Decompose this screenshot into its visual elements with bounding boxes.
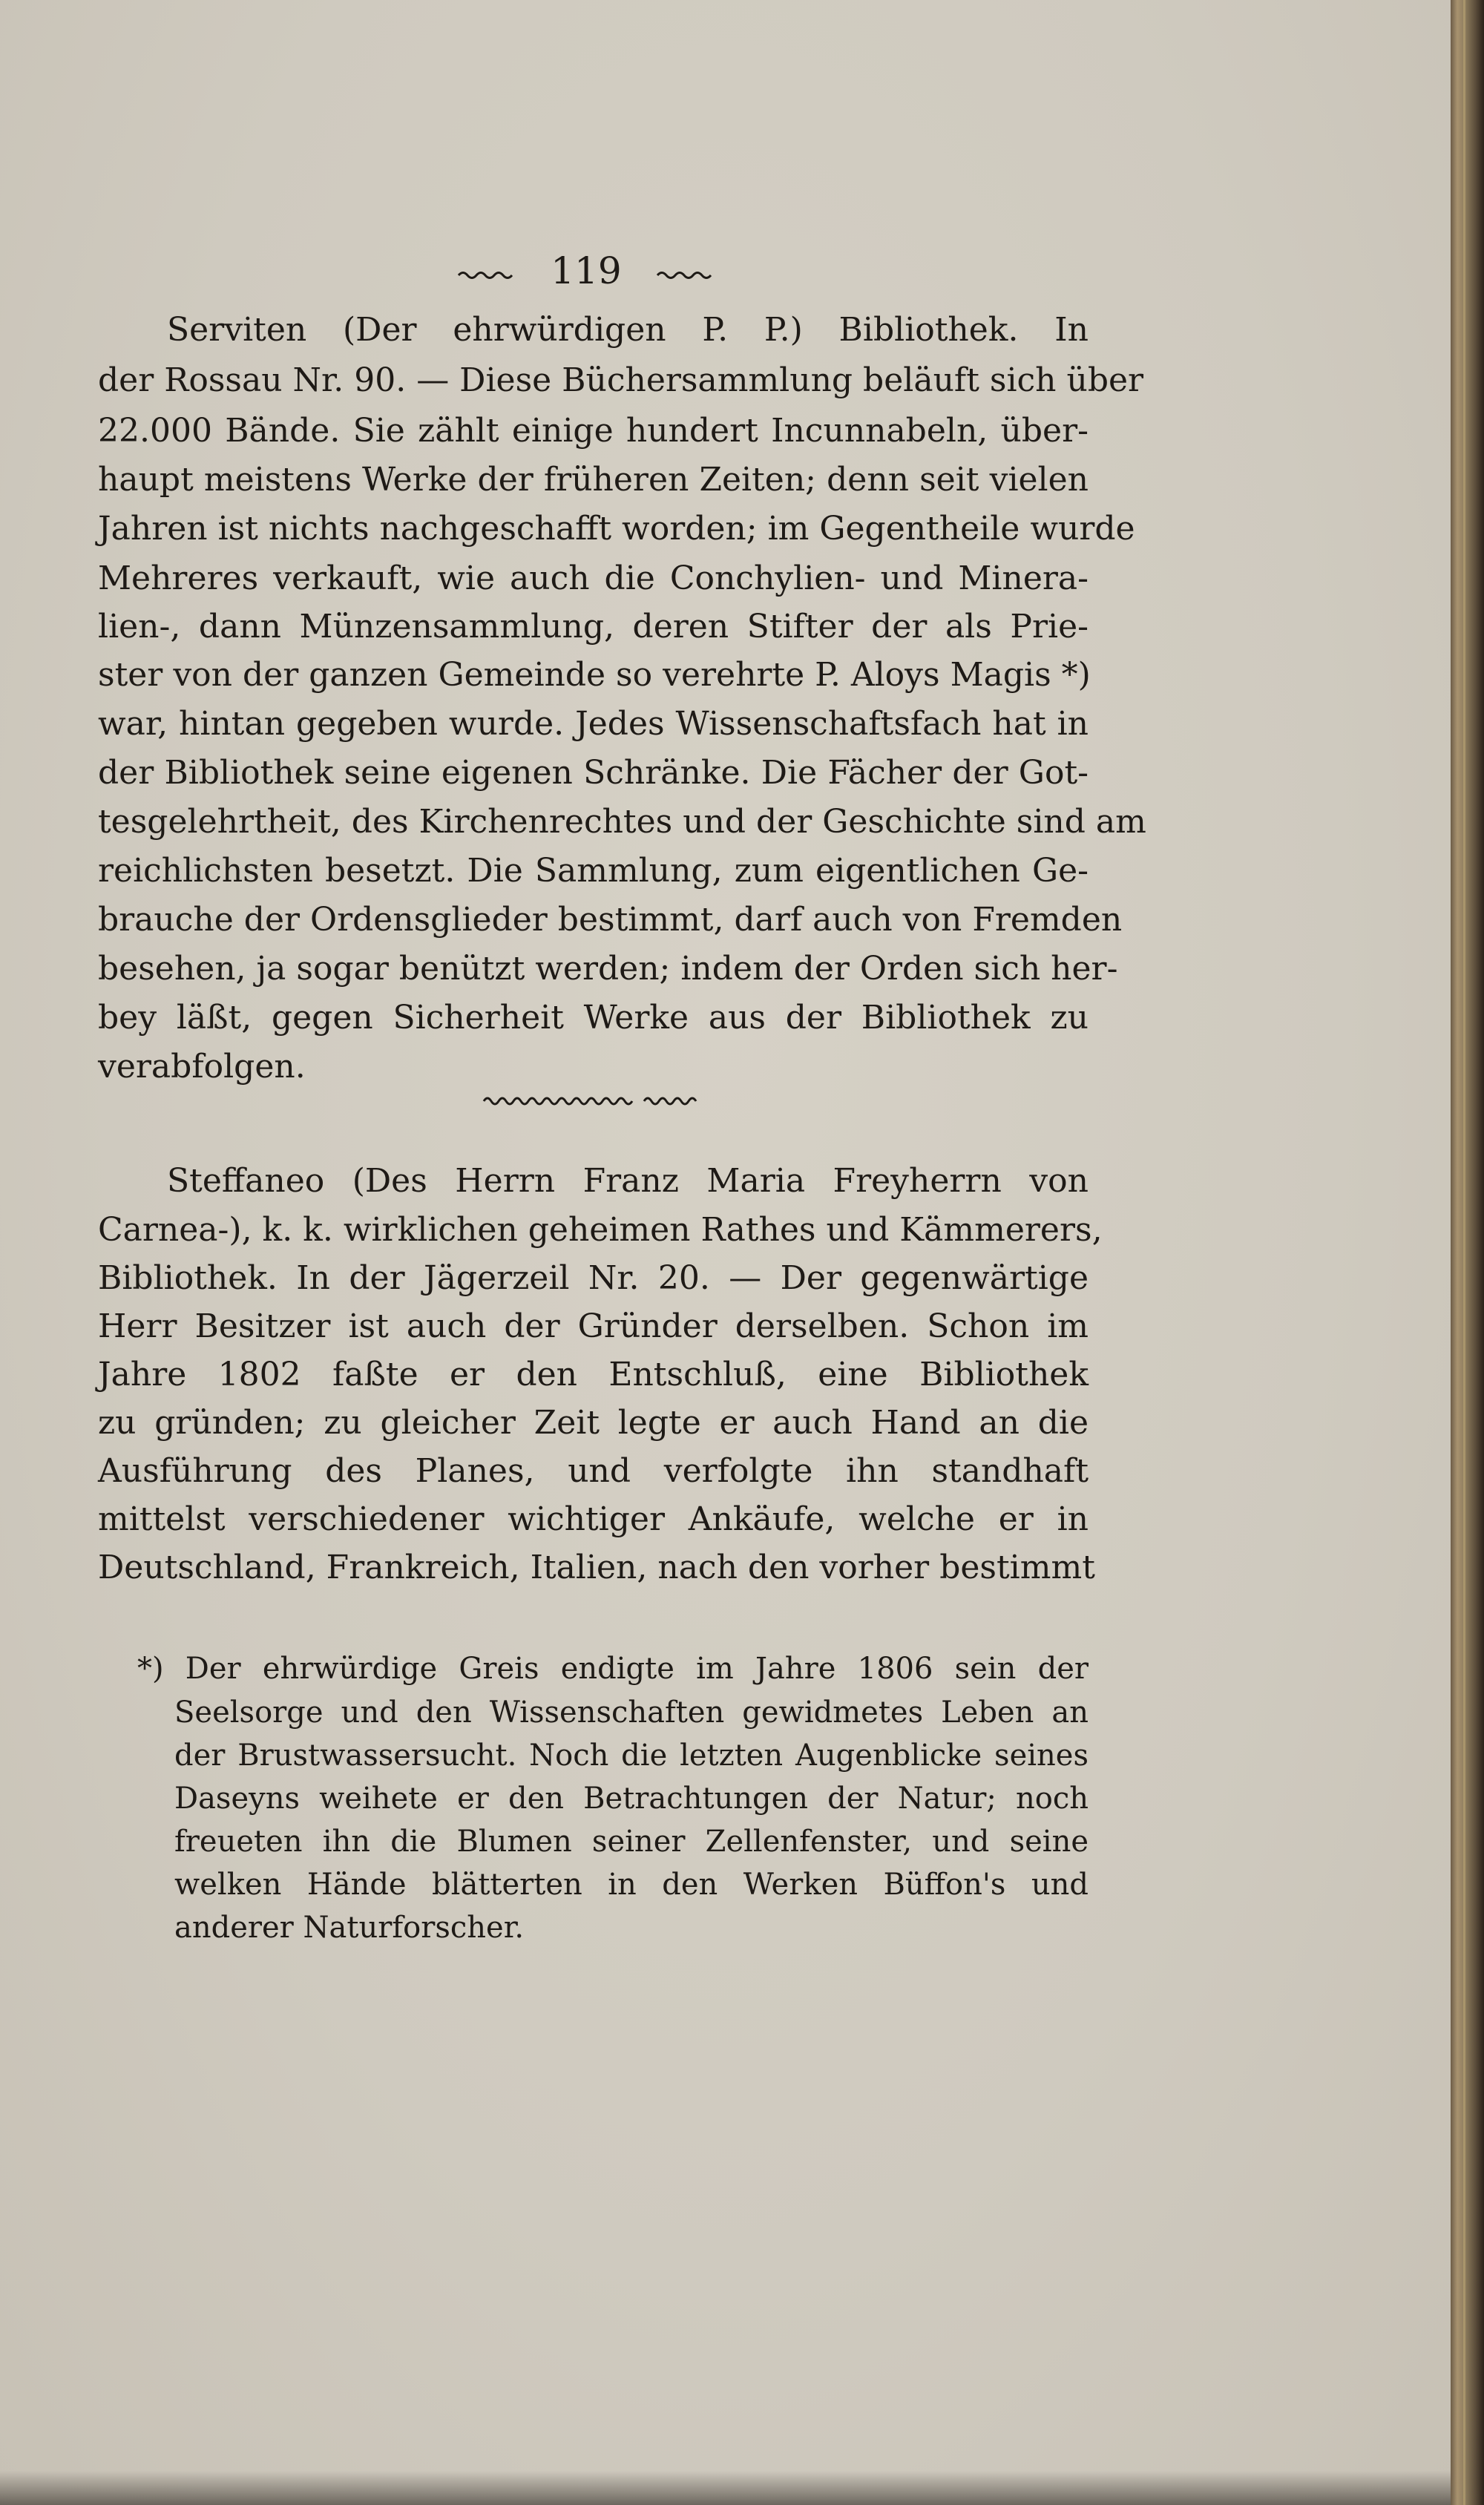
footnote-line: anderer Naturforscher. <box>174 1911 525 1945</box>
footnote-line: *) Der ehrwürdige Greis endigte im Jahre 1806 sein der <box>137 1652 1089 1686</box>
entry-line: Carnea-), k. k. wirklichen geheimen Rathes und Kämmerers, <box>98 1211 1103 1249</box>
entry-line: zu gründen; zu gleicher Zeit legte er auch Hand an die <box>98 1404 1089 1442</box>
entry-line: Herr Besitzer ist auch der Gründer derselben. Schon im <box>98 1307 1089 1345</box>
entry-line: der Rossau Nr. 90. — Diese Büchersammlung beläuft sich über <box>98 361 1144 399</box>
entry-line: mittelst verschiedener wichtiger Ankäufe, welche er in <box>98 1500 1089 1538</box>
book-edge <box>1451 0 1484 2505</box>
entry-line: haupt meistens Werke der früheren Zeiten; denn seit vielen <box>98 461 1089 499</box>
entry-line: 22.000 Bände. Sie zählt einige hundert Incunnabeln, über- <box>98 412 1089 450</box>
entry-line: Steffaneo (Des Herrn Franz Maria Freyherrn von <box>167 1162 1089 1200</box>
entry-line: Ausführung des Planes, und verfolgte ihn standhaft <box>98 1452 1089 1490</box>
entry-line: Bibliothek. In der Jägerzeil Nr. 20. — Der gegenwärtige <box>98 1259 1089 1297</box>
entry-line: brauche der Ordensglieder bestimmt, darf auch von Fremden <box>98 901 1123 939</box>
running-head <box>416 245 757 297</box>
footnote-line: welken Hände blätterten in den Werken Büffon's und <box>174 1868 1089 1902</box>
footnote-line: der Brustwassersucht. Noch die letzten Augenblicke seines <box>174 1739 1089 1773</box>
section-divider-icon <box>482 1091 697 1109</box>
entry-line: Jahren ist nichts nachgeschafft worden; im Gegentheile wurde <box>98 510 1135 548</box>
entry-line: besehen, ja sogar benützt werden; indem der Orden sich her- <box>98 950 1118 988</box>
entry-line: Mehreres verkauft, wie auch die Conchylien- und Minera- <box>98 559 1089 597</box>
footnote-line: Daseyns weihete er den Betrachtungen der Natur; noch <box>174 1782 1089 1816</box>
book-edge-highlight <box>1463 0 1465 2505</box>
footnote-line: freueten ihn die Blumen seiner Zellenfenster, und seine <box>174 1825 1089 1859</box>
entry-line: verabfolgen. <box>98 1048 306 1086</box>
ornament-left-icon <box>457 269 516 279</box>
page-bottom-shadow <box>0 2471 1451 2505</box>
entry-line: Serviten (Der ehrwürdigen P. P.) Bibliothek. In <box>167 311 1089 349</box>
entry-line: der Bibliothek seine eigenen Schränke. Die Fächer der Got- <box>98 754 1089 792</box>
entry-line: lien-, dann Münzensammlung, deren Stifter der als Prie- <box>98 608 1089 646</box>
footnote-line: Seelsorge und den Wissenschaften gewidmetes Leben an <box>174 1695 1089 1730</box>
entry-line: war, hintan gegeben wurde. Jedes Wissenschaftsfach hat in <box>98 705 1089 743</box>
page-number: 119 <box>551 249 622 292</box>
entry-line: Jahre 1802 faßte er den Entschluß, eine Bibliothek <box>98 1356 1089 1393</box>
entry-line: Deutschland, Frankreich, Italien, nach den vorher bestimmt <box>98 1549 1095 1586</box>
entry-line: bey läßt, gegen Sicherheit Werke aus der Bibliothek zu <box>98 999 1089 1037</box>
entry-line: tesgelehrtheit, des Kirchenrechtes und der Geschichte sind am <box>98 803 1146 841</box>
entry-line: ster von der ganzen Gemeinde so verehrte P. Aloys Magis *) <box>98 656 1091 694</box>
ornament-right-icon <box>656 269 715 279</box>
entry-line: reichlichsten besetzt. Die Sammlung, zum eigentlichen Ge- <box>98 852 1089 890</box>
